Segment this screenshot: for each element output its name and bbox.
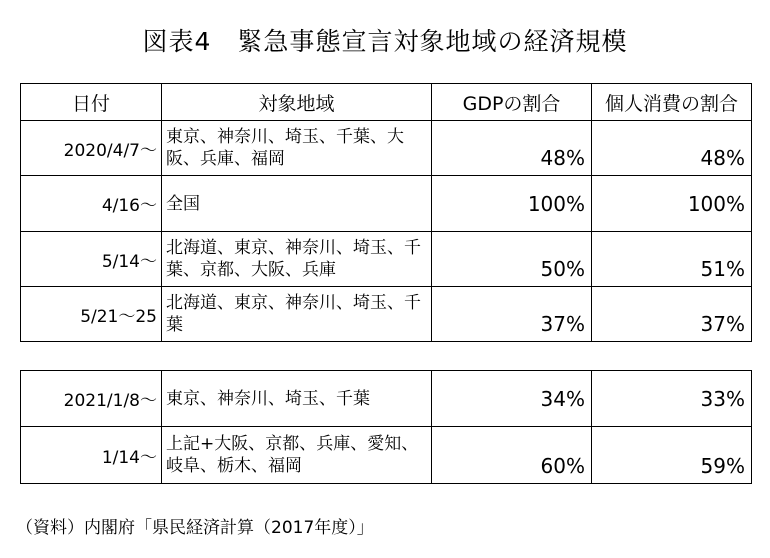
date-cell: 5/21～25 (21, 287, 162, 342)
region-cell: 北海道、東京、神奈川、埼玉、千葉、京都、大阪、兵庫 (162, 232, 432, 287)
table-row (21, 427, 752, 484)
table-row (21, 287, 752, 342)
page-title: 図表4 緊急事態宣言対象地域の経済規模 (142, 27, 628, 56)
table-row (21, 121, 752, 176)
gdp-cell: 37% (432, 287, 592, 342)
region-cell: 上記+大阪、京都、兵庫、愛知、岐阜、栃木、福岡 (162, 427, 432, 484)
emergency-areas-table-2021 (20, 370, 752, 484)
gdp-cell: 48% (432, 121, 592, 176)
region-cell: 北海道、東京、神奈川、埼玉、千葉 (162, 287, 432, 342)
region-cell: 東京、神奈川、埼玉、千葉、大阪、兵庫、福岡 (162, 121, 432, 176)
gdp-cell: 50% (432, 232, 592, 287)
date-cell: 1/14～ (21, 427, 162, 484)
date-cell: 2021/1/8～ (21, 371, 162, 427)
gdp-cell: 34% (432, 371, 592, 427)
header-consumption-share: 個人消費の割合 (592, 84, 752, 121)
header-row (21, 84, 752, 121)
consumption-cell: 51% (592, 232, 752, 287)
gdp-cell: 60% (432, 427, 592, 484)
consumption-cell: 33% (592, 371, 752, 427)
source-note: （資料）内閣府「県民経済計算（2017年度）」 (16, 518, 374, 538)
date-cell: 5/14～ (21, 232, 162, 287)
table-row (21, 232, 752, 287)
emergency-areas-table-2020 (20, 83, 752, 342)
date-cell: 2020/4/7～ (21, 121, 162, 176)
region-cell: 全国 (162, 176, 432, 232)
table-row (21, 176, 752, 232)
consumption-cell: 37% (592, 287, 752, 342)
consumption-cell: 100% (592, 176, 752, 232)
date-cell: 4/16～ (21, 176, 162, 232)
region-cell: 東京、神奈川、埼玉、千葉 (162, 371, 432, 427)
header-region: 対象地域 (162, 84, 432, 121)
gdp-cell: 100% (432, 176, 592, 232)
header-gdp-share: GDPの割合 (432, 84, 592, 121)
header-date: 日付 (21, 84, 162, 121)
consumption-cell: 48% (592, 121, 752, 176)
consumption-cell: 59% (592, 427, 752, 484)
table-row (21, 371, 752, 427)
